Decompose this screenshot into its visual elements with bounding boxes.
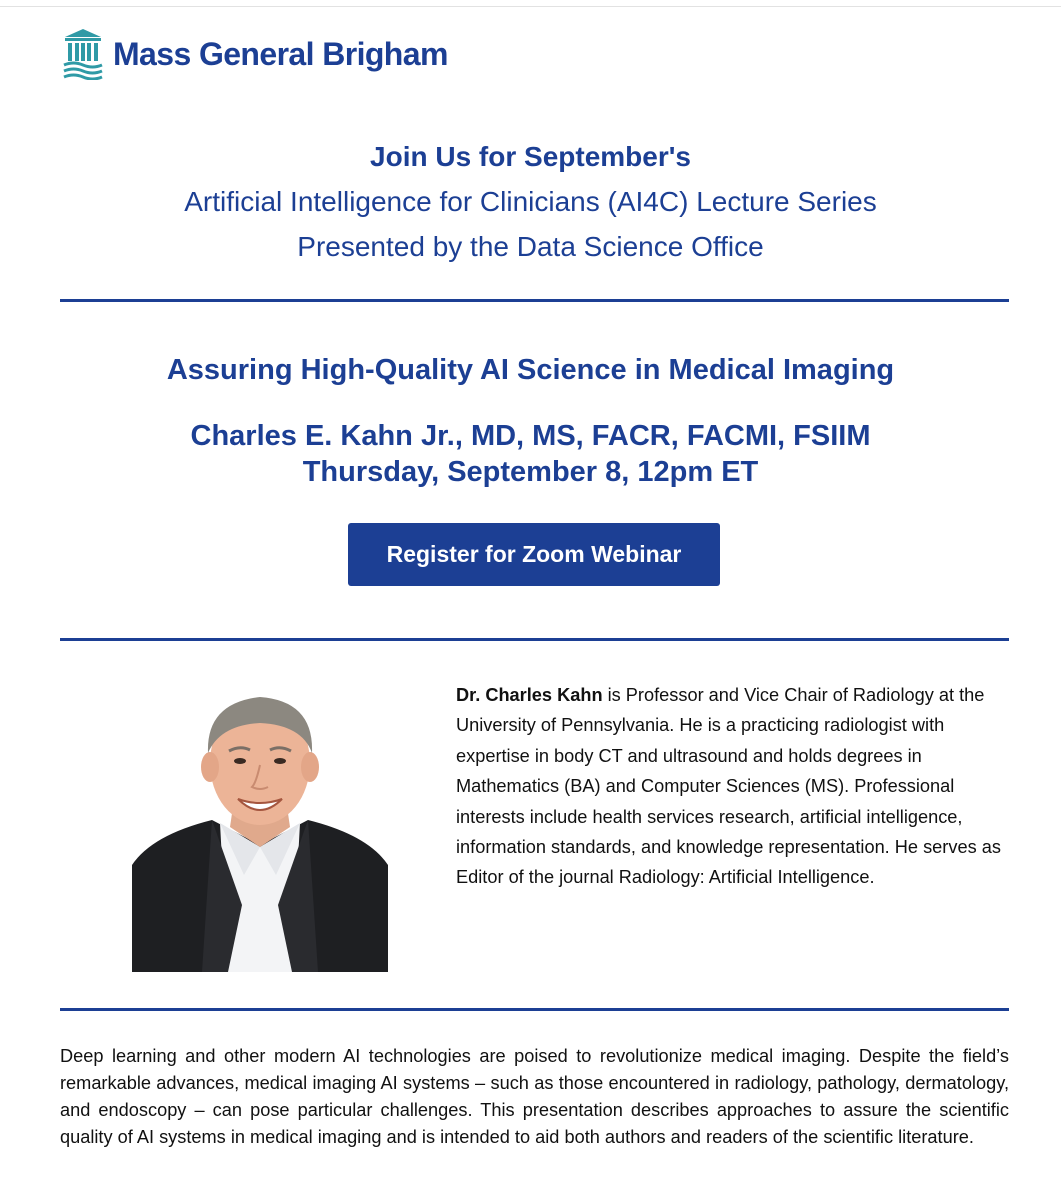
bio-text: is Professor and Vice Chair of Radiology at the University of Pennsylvania. He is a practicing radiologist with expertise in body CT and ultrasound and holds degrees in Mathematics (BA) and Computer Sciences (MS). Professional interests include health services research, artificial intelligence, information standards, and knowledge representation. He serves as Editor of the journal Radiology: Artificial Intelligence. [456,685,1001,888]
divider-bottom [60,1008,1009,1011]
invite-heading: Join Us for September's [370,141,691,172]
temple-columns-icon [62,28,104,80]
presenter-office: Presented by the Data Science Office [297,231,764,262]
speaker-photo [132,675,388,972]
register-zoom-button[interactable]: Register for Zoom Webinar [348,523,720,586]
window-top-border [0,0,1061,7]
speaker-bio [456,680,1016,893]
talk-title: Assuring High-Quality AI Science in Medical Imaging [166,354,895,386]
brand-logo[interactable] [62,28,448,80]
event-datetime: Thursday, September 8, 12pm ET [302,456,759,488]
bio-name: Dr. Charles Kahn [456,685,603,705]
speaker-portrait-image [132,675,388,972]
divider-middle [60,638,1009,641]
talk-description: Deep learning and other modern AI technologies are poised to revolutionize medical imaging. Despite the field’s remarkable advances, medical imaging AI systems – such as those encountered in radiology, pathology, dermatology, and endoscopy – can pose particular challenges. This presentation describes approaches to assure the scientific quality of AI systems in medical imaging and is intended to aid both authors and readers of the scientific literature. [60,1046,1009,1147]
divider-top [60,299,1009,302]
series-name: Artificial Intelligence for Clinicians (AI4C) Lecture Series [184,186,877,217]
speaker-name: Charles E. Kahn Jr., MD, MS, FACR, FACMI, FSIIM [190,420,871,452]
brand-name: Mass General Brigham [113,36,448,72]
